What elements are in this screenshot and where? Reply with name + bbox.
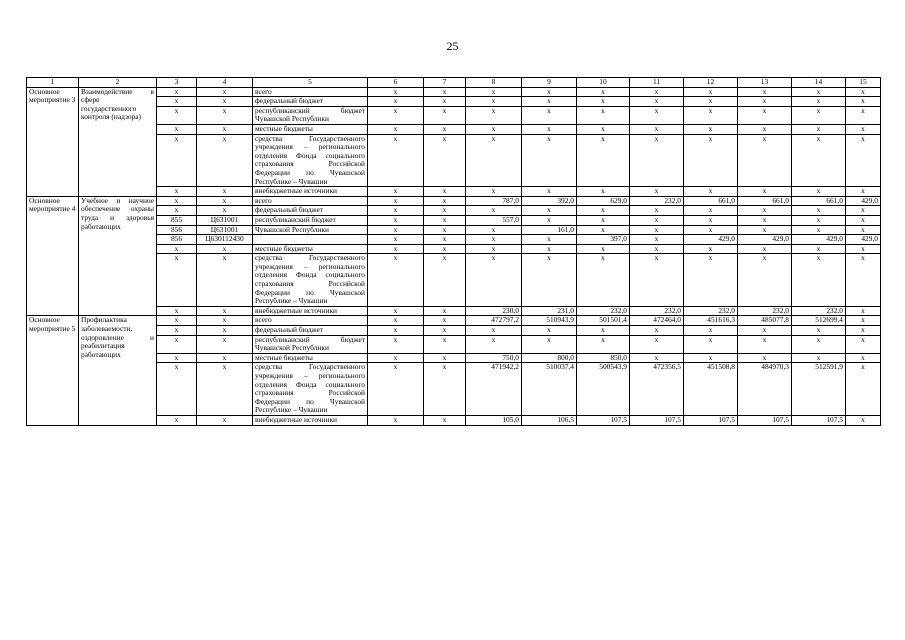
ministry-code: x bbox=[157, 335, 197, 353]
value-cell: x bbox=[738, 353, 792, 363]
funding-source: местные бюджеты bbox=[253, 124, 368, 134]
value-cell: x bbox=[684, 124, 738, 134]
value-cell: x bbox=[577, 134, 630, 187]
measure-title: Профилактика заболеваемости, оздоровление и реабилитация работающих bbox=[79, 316, 157, 425]
value-cell: x bbox=[368, 244, 424, 254]
value-cell: x bbox=[792, 124, 846, 134]
value-cell: x bbox=[792, 353, 846, 363]
value-cell: x bbox=[368, 215, 424, 225]
value-cell: 512591,9 bbox=[792, 363, 846, 416]
value-cell: 661,0 bbox=[684, 196, 738, 206]
funding-source bbox=[253, 235, 368, 245]
value-cell: x bbox=[424, 306, 466, 316]
funding-source: средства Государственного учреждения – регионального отделения Фонда социального страхования Российской Федерации по Чувашской Республике – Чувашии bbox=[253, 134, 368, 187]
value-cell: x bbox=[424, 187, 466, 197]
value-cell: x bbox=[738, 187, 792, 197]
value-cell: x bbox=[522, 134, 577, 187]
value-cell: x bbox=[846, 134, 881, 187]
value-cell: x bbox=[368, 187, 424, 197]
value-cell: x bbox=[630, 106, 684, 124]
value-cell: x bbox=[630, 326, 684, 336]
value-cell: x bbox=[368, 254, 424, 307]
target-code: x bbox=[197, 335, 253, 353]
value-cell: x bbox=[846, 335, 881, 353]
value-cell: x bbox=[577, 326, 630, 336]
table-row bbox=[27, 87, 881, 97]
value-cell: x bbox=[577, 124, 630, 134]
header-cell: 13 bbox=[738, 78, 792, 88]
value-cell: x bbox=[424, 225, 466, 235]
ministry-code: x bbox=[157, 106, 197, 124]
value-cell: x bbox=[630, 87, 684, 97]
value-cell: x bbox=[846, 187, 881, 197]
value-cell: 510037,4 bbox=[522, 363, 577, 416]
value-cell: x bbox=[846, 87, 881, 97]
value-cell: x bbox=[630, 335, 684, 353]
value-cell: x bbox=[792, 215, 846, 225]
header-cell: 2 bbox=[79, 78, 157, 88]
value-cell: x bbox=[846, 415, 881, 425]
header-cell: 9 bbox=[522, 78, 577, 88]
value-cell: 472797,2 bbox=[466, 316, 522, 326]
measure-name: Основное мероприятие 4 bbox=[27, 196, 79, 316]
value-cell: 429,0 bbox=[738, 235, 792, 245]
ministry-code: x bbox=[157, 206, 197, 216]
value-cell: x bbox=[522, 254, 577, 307]
target-code: x bbox=[197, 124, 253, 134]
value-cell: 472356,5 bbox=[630, 363, 684, 416]
ministry-code: x bbox=[157, 124, 197, 134]
measure-name: Основное мероприятие 5 bbox=[27, 316, 79, 425]
target-code: x bbox=[197, 196, 253, 206]
value-cell: x bbox=[522, 335, 577, 353]
value-cell: x bbox=[792, 244, 846, 254]
value-cell: 232,0 bbox=[630, 196, 684, 206]
value-cell: x bbox=[466, 235, 522, 245]
value-cell: x bbox=[577, 97, 630, 107]
value-cell: x bbox=[424, 196, 466, 206]
value-cell: x bbox=[792, 254, 846, 307]
target-code: Ц630112430 bbox=[197, 235, 253, 245]
value-cell: 500543,9 bbox=[577, 363, 630, 416]
table-row bbox=[27, 196, 881, 206]
value-cell: 107,5 bbox=[630, 415, 684, 425]
value-cell: x bbox=[846, 326, 881, 336]
ministry-code: x bbox=[157, 316, 197, 326]
value-cell: x bbox=[368, 134, 424, 187]
value-cell: x bbox=[466, 187, 522, 197]
measure-title: Учебное и научное обеспечение охраны труда и здоровья работающих bbox=[79, 196, 157, 316]
value-cell: x bbox=[738, 326, 792, 336]
value-cell: 232,0 bbox=[792, 306, 846, 316]
value-cell: 232,0 bbox=[684, 306, 738, 316]
value-cell: 750,0 bbox=[466, 353, 522, 363]
value-cell: x bbox=[684, 254, 738, 307]
value-cell: 392,0 bbox=[522, 196, 577, 206]
ministry-code: x bbox=[157, 97, 197, 107]
value-cell: x bbox=[792, 134, 846, 187]
value-cell: x bbox=[522, 87, 577, 97]
value-cell: x bbox=[368, 87, 424, 97]
value-cell: x bbox=[738, 97, 792, 107]
value-cell: 232,0 bbox=[630, 306, 684, 316]
value-cell: x bbox=[630, 254, 684, 307]
value-cell: x bbox=[424, 206, 466, 216]
value-cell: 429,0 bbox=[684, 235, 738, 245]
value-cell: x bbox=[466, 225, 522, 235]
value-cell: x bbox=[466, 106, 522, 124]
value-cell: x bbox=[466, 326, 522, 336]
value-cell: x bbox=[368, 326, 424, 336]
value-cell: 429,0 bbox=[846, 196, 881, 206]
value-cell: x bbox=[738, 124, 792, 134]
value-cell: x bbox=[466, 206, 522, 216]
value-cell: x bbox=[846, 244, 881, 254]
value-cell: x bbox=[522, 244, 577, 254]
value-cell: x bbox=[466, 134, 522, 187]
value-cell: 484970,3 bbox=[738, 363, 792, 416]
value-cell: x bbox=[424, 215, 466, 225]
value-cell: x bbox=[577, 254, 630, 307]
header-cell: 12 bbox=[684, 78, 738, 88]
value-cell: x bbox=[577, 87, 630, 97]
value-cell: x bbox=[792, 97, 846, 107]
value-cell: x bbox=[630, 97, 684, 107]
header-cell: 8 bbox=[466, 78, 522, 88]
value-cell: 451508,8 bbox=[684, 363, 738, 416]
value-cell: x bbox=[424, 316, 466, 326]
value-cell: x bbox=[684, 87, 738, 97]
value-cell: x bbox=[738, 134, 792, 187]
value-cell: x bbox=[738, 335, 792, 353]
value-cell: x bbox=[424, 363, 466, 416]
value-cell: x bbox=[684, 244, 738, 254]
value-cell: x bbox=[522, 206, 577, 216]
header-cell: 11 bbox=[630, 78, 684, 88]
value-cell: 107,5 bbox=[792, 415, 846, 425]
value-cell: x bbox=[630, 244, 684, 254]
value-cell: x bbox=[368, 363, 424, 416]
target-code: x bbox=[197, 106, 253, 124]
value-cell: x bbox=[466, 335, 522, 353]
header-cell: 10 bbox=[577, 78, 630, 88]
value-cell: x bbox=[466, 97, 522, 107]
value-cell: x bbox=[630, 215, 684, 225]
value-cell: x bbox=[738, 244, 792, 254]
value-cell: x bbox=[424, 134, 466, 187]
ministry-code: x bbox=[157, 244, 197, 254]
value-cell: x bbox=[738, 254, 792, 307]
value-cell: x bbox=[738, 225, 792, 235]
target-code: x bbox=[197, 326, 253, 336]
value-cell: x bbox=[846, 353, 881, 363]
value-cell: 231,0 bbox=[522, 306, 577, 316]
header-cell: 14 bbox=[792, 78, 846, 88]
header-cell: 15 bbox=[846, 78, 881, 88]
header-cell: 7 bbox=[424, 78, 466, 88]
value-cell: x bbox=[738, 87, 792, 97]
ministry-code: 856 bbox=[157, 235, 197, 245]
value-cell: x bbox=[368, 235, 424, 245]
funding-source: федеральный бюджет bbox=[253, 326, 368, 336]
funding-table bbox=[26, 77, 881, 426]
value-cell: x bbox=[424, 87, 466, 97]
value-cell: x bbox=[522, 106, 577, 124]
funding-source: внебюджетные источники bbox=[253, 306, 368, 316]
target-code: x bbox=[197, 254, 253, 307]
target-code: x bbox=[197, 244, 253, 254]
value-cell: x bbox=[738, 106, 792, 124]
value-cell: x bbox=[846, 97, 881, 107]
target-code: x bbox=[197, 134, 253, 187]
ministry-code: x bbox=[157, 87, 197, 97]
value-cell: x bbox=[846, 215, 881, 225]
ministry-code: x bbox=[157, 415, 197, 425]
value-cell: 787,0 bbox=[466, 196, 522, 206]
target-code: x bbox=[197, 206, 253, 216]
value-cell: x bbox=[424, 415, 466, 425]
value-cell: x bbox=[792, 187, 846, 197]
value-cell: x bbox=[424, 244, 466, 254]
value-cell: x bbox=[466, 254, 522, 307]
funding-source: всего bbox=[253, 87, 368, 97]
ministry-code: x bbox=[157, 363, 197, 416]
value-cell: x bbox=[577, 215, 630, 225]
value-cell: x bbox=[466, 87, 522, 97]
ministry-code: x bbox=[157, 254, 197, 307]
value-cell: x bbox=[577, 335, 630, 353]
ministry-code: x bbox=[157, 134, 197, 187]
funding-source: республиканский бюджет bbox=[253, 215, 368, 225]
value-cell: 397,0 bbox=[577, 235, 630, 245]
value-cell: x bbox=[630, 353, 684, 363]
value-cell: x bbox=[368, 415, 424, 425]
value-cell: 107,5 bbox=[738, 415, 792, 425]
target-code: Ц631001 bbox=[197, 225, 253, 235]
funding-source: внебюджетные источники bbox=[253, 415, 368, 425]
value-cell: 471942,2 bbox=[466, 363, 522, 416]
value-cell: 429,0 bbox=[792, 235, 846, 245]
value-cell: x bbox=[792, 225, 846, 235]
ministry-code: 856 bbox=[157, 225, 197, 235]
value-cell: x bbox=[684, 97, 738, 107]
value-cell: x bbox=[522, 235, 577, 245]
value-cell: x bbox=[368, 206, 424, 216]
value-cell: x bbox=[577, 106, 630, 124]
value-cell: 451616,3 bbox=[684, 316, 738, 326]
value-cell: x bbox=[792, 326, 846, 336]
value-cell: x bbox=[368, 124, 424, 134]
value-cell: x bbox=[368, 335, 424, 353]
funding-source: федеральный бюджет bbox=[253, 206, 368, 216]
value-cell: x bbox=[630, 187, 684, 197]
value-cell: x bbox=[846, 316, 881, 326]
value-cell: x bbox=[846, 363, 881, 416]
value-cell: x bbox=[424, 106, 466, 124]
value-cell: x bbox=[630, 206, 684, 216]
value-cell: 106,5 bbox=[522, 415, 577, 425]
ministry-code: x bbox=[157, 326, 197, 336]
value-cell: 510943,9 bbox=[522, 316, 577, 326]
header-cell: 3 bbox=[157, 78, 197, 88]
value-cell: x bbox=[684, 225, 738, 235]
target-code: x bbox=[197, 87, 253, 97]
value-cell: 661,0 bbox=[738, 196, 792, 206]
target-code: x bbox=[197, 316, 253, 326]
value-cell: x bbox=[630, 225, 684, 235]
target-code: x bbox=[197, 187, 253, 197]
value-cell: 230,0 bbox=[466, 306, 522, 316]
value-cell: 850,0 bbox=[577, 353, 630, 363]
value-cell: 472464,0 bbox=[630, 316, 684, 326]
value-cell: x bbox=[424, 254, 466, 307]
funding-source: всего bbox=[253, 316, 368, 326]
value-cell: x bbox=[424, 97, 466, 107]
value-cell: 429,0 bbox=[846, 235, 881, 245]
value-cell: x bbox=[738, 206, 792, 216]
value-cell: 485077,8 bbox=[738, 316, 792, 326]
target-code: Ц631001 bbox=[197, 215, 253, 225]
value-cell: x bbox=[424, 353, 466, 363]
value-cell: 512699,4 bbox=[792, 316, 846, 326]
value-cell: x bbox=[577, 225, 630, 235]
target-code: x bbox=[197, 363, 253, 416]
funding-source: федеральный бюджет bbox=[253, 97, 368, 107]
measure-title: Взаимодействие в сфере государственного контроля (надзора) bbox=[79, 87, 157, 196]
table-body bbox=[27, 78, 881, 426]
value-cell: x bbox=[684, 215, 738, 225]
measure-name: Основное мероприятие 3 bbox=[27, 87, 79, 196]
value-cell: x bbox=[846, 206, 881, 216]
value-cell: x bbox=[577, 187, 630, 197]
value-cell: x bbox=[846, 124, 881, 134]
value-cell: x bbox=[522, 187, 577, 197]
ministry-code: x bbox=[157, 196, 197, 206]
value-cell: x bbox=[846, 106, 881, 124]
funding-source: местные бюджеты bbox=[253, 244, 368, 254]
target-code: x bbox=[197, 97, 253, 107]
value-cell: x bbox=[424, 235, 466, 245]
value-cell: x bbox=[846, 254, 881, 307]
value-cell: x bbox=[846, 306, 881, 316]
value-cell: 232,0 bbox=[738, 306, 792, 316]
page-number: 25 bbox=[446, 39, 459, 53]
header-cell: 4 bbox=[197, 78, 253, 88]
value-cell: x bbox=[368, 225, 424, 235]
value-cell: 661,0 bbox=[792, 196, 846, 206]
value-cell: x bbox=[368, 316, 424, 326]
ministry-code: x bbox=[157, 353, 197, 363]
value-cell: x bbox=[684, 187, 738, 197]
value-cell: x bbox=[424, 326, 466, 336]
funding-source: всего bbox=[253, 196, 368, 206]
value-cell: x bbox=[522, 215, 577, 225]
funding-source: республиканский бюджет Чувашской Республики bbox=[253, 106, 368, 124]
funding-source: средства Государственного учреждения – регионального отделения Фонда социального страхования Российской Федерации по Чувашской Республике – Чувашии bbox=[253, 254, 368, 307]
value-cell: x bbox=[630, 235, 684, 245]
value-cell: x bbox=[846, 225, 881, 235]
value-cell: 557,0 bbox=[466, 215, 522, 225]
value-cell: x bbox=[792, 106, 846, 124]
header-row bbox=[27, 78, 881, 88]
value-cell: x bbox=[368, 97, 424, 107]
value-cell: x bbox=[368, 196, 424, 206]
value-cell: x bbox=[792, 87, 846, 97]
funding-source: внебюджетные источники bbox=[253, 187, 368, 197]
value-cell: x bbox=[368, 106, 424, 124]
value-cell: x bbox=[684, 206, 738, 216]
header-cell: 1 bbox=[27, 78, 79, 88]
funding-source: Чувашской Республики bbox=[253, 225, 368, 235]
value-cell: x bbox=[792, 206, 846, 216]
value-cell: x bbox=[630, 134, 684, 187]
header-cell: 6 bbox=[368, 78, 424, 88]
value-cell: x bbox=[792, 335, 846, 353]
ministry-code: 855 bbox=[157, 215, 197, 225]
value-cell: x bbox=[368, 306, 424, 316]
value-cell: x bbox=[466, 244, 522, 254]
value-cell: 232,0 bbox=[577, 306, 630, 316]
value-cell: x bbox=[368, 353, 424, 363]
ministry-code: x bbox=[157, 187, 197, 197]
funding-source: республиканский бюджет Чувашской Республики bbox=[253, 335, 368, 353]
value-cell: x bbox=[684, 335, 738, 353]
value-cell: x bbox=[684, 326, 738, 336]
value-cell: x bbox=[684, 106, 738, 124]
value-cell: x bbox=[522, 326, 577, 336]
funding-source: местные бюджеты bbox=[253, 353, 368, 363]
value-cell: x bbox=[630, 124, 684, 134]
value-cell: x bbox=[424, 335, 466, 353]
header-cell: 5 bbox=[253, 78, 368, 88]
value-cell: 105,0 bbox=[466, 415, 522, 425]
value-cell: 501501,4 bbox=[577, 316, 630, 326]
table-row bbox=[27, 316, 881, 326]
funding-source: средства Государственного учреждения – регионального отделения Фонда социального страхования Российской Федерации по Чувашской Республике – Чувашии bbox=[253, 363, 368, 416]
value-cell: x bbox=[738, 215, 792, 225]
ministry-code: x bbox=[157, 306, 197, 316]
value-cell: x bbox=[684, 134, 738, 187]
value-cell: x bbox=[466, 124, 522, 134]
target-code: x bbox=[197, 306, 253, 316]
value-cell: x bbox=[577, 206, 630, 216]
value-cell: 107,5 bbox=[684, 415, 738, 425]
value-cell: x bbox=[577, 244, 630, 254]
target-code: x bbox=[197, 353, 253, 363]
value-cell: x bbox=[424, 124, 466, 134]
value-cell: 161,0 bbox=[522, 225, 577, 235]
value-cell: 629,0 bbox=[577, 196, 630, 206]
value-cell: x bbox=[522, 124, 577, 134]
value-cell: 800,0 bbox=[522, 353, 577, 363]
value-cell: x bbox=[522, 97, 577, 107]
target-code: x bbox=[197, 415, 253, 425]
value-cell: 107,5 bbox=[577, 415, 630, 425]
value-cell: x bbox=[684, 353, 738, 363]
